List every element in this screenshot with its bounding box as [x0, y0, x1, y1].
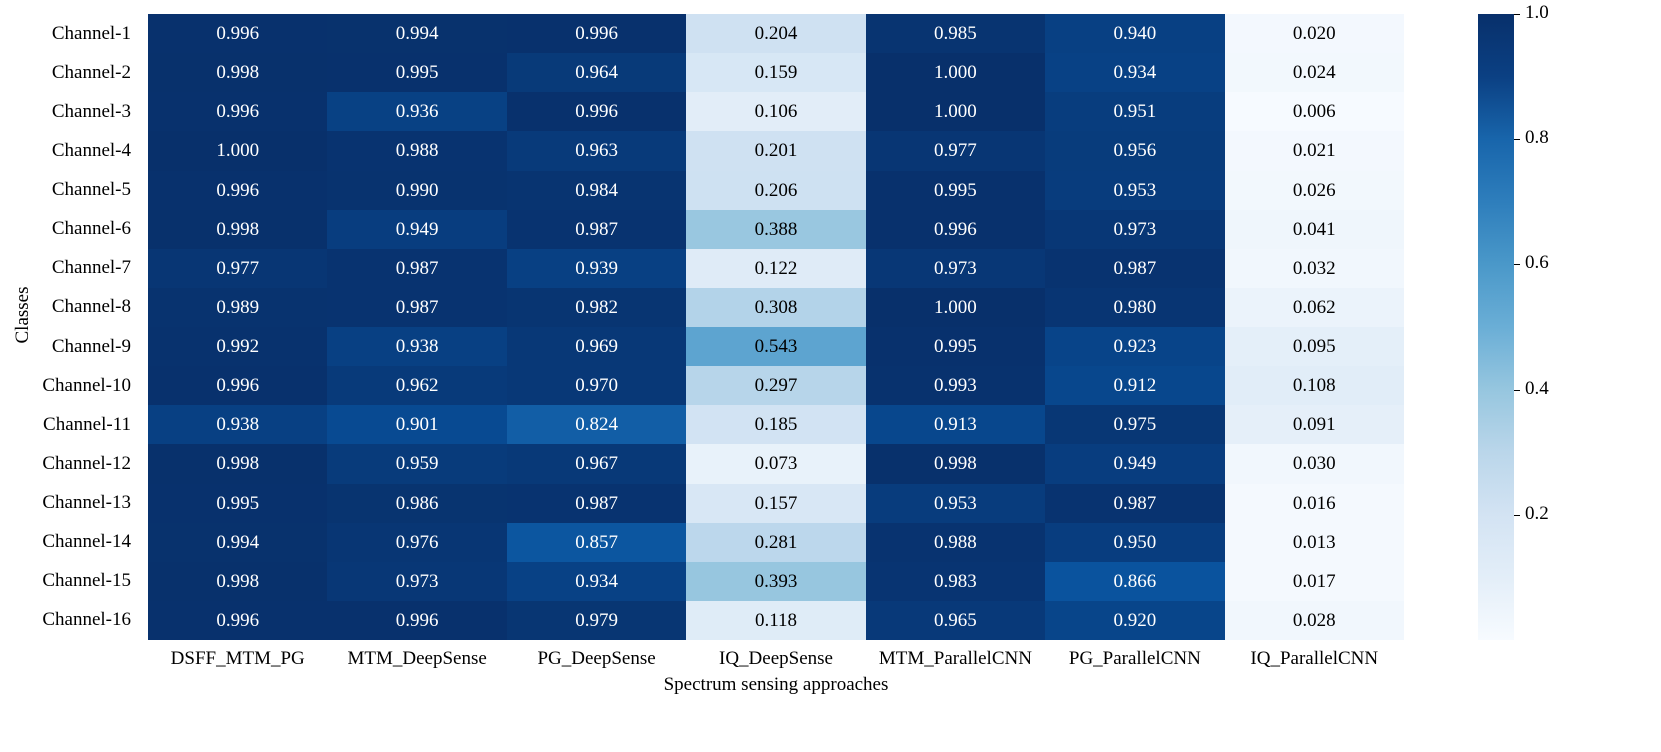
heatmap-cell-value: 0.990 — [395, 179, 439, 201]
heatmap-cell — [327, 484, 506, 523]
heatmap-cell — [507, 14, 686, 53]
heatmap-cell — [866, 523, 1045, 562]
heatmap-cell — [866, 14, 1045, 53]
heatmap-cell-value: 0.993 — [934, 375, 977, 397]
heatmap-cell-value: 0.996 — [216, 23, 260, 45]
heatmap-cell-value: 0.987 — [395, 257, 439, 279]
heatmap-cell — [327, 523, 506, 562]
heatmap-cell-value: 0.996 — [216, 609, 260, 631]
heatmap-cell-value: 0.998 — [216, 453, 260, 475]
heatmap-cell — [1225, 601, 1404, 640]
colorbar-tick-mark — [1514, 14, 1520, 15]
heatmap-cell-value: 0.028 — [1292, 609, 1336, 631]
heatmap-cell — [686, 288, 865, 327]
heatmap-cell — [1045, 288, 1224, 327]
y-axis-tick-label: Channel-15 — [42, 570, 131, 592]
colorbar-gradient — [1478, 14, 1514, 640]
heatmap-cell-value: 0.940 — [1113, 23, 1157, 45]
heatmap-cell — [148, 14, 327, 53]
heatmap-cell-value: 0.987 — [575, 492, 618, 514]
heatmap-cell — [1045, 562, 1224, 601]
heatmap-cell — [686, 171, 865, 210]
heatmap-cell — [1225, 53, 1404, 92]
heatmap-cell-value: 0.949 — [1113, 453, 1157, 475]
heatmap-cell-value: 0.106 — [754, 101, 798, 123]
heatmap-cell-value: 0.970 — [575, 375, 618, 397]
heatmap-cell-value: 0.969 — [575, 336, 618, 358]
heatmap-cell-value: 0.866 — [1113, 570, 1157, 592]
heatmap-cell — [507, 288, 686, 327]
heatmap-cell — [1045, 484, 1224, 523]
heatmap-cell-value: 0.976 — [395, 531, 439, 553]
heatmap-cell-value: 0.041 — [1292, 218, 1336, 240]
heatmap-cell-value: 0.992 — [216, 336, 260, 358]
heatmap-cell-value: 0.901 — [395, 414, 439, 436]
heatmap-cell — [1045, 327, 1224, 366]
heatmap-cell-value: 0.996 — [216, 179, 260, 201]
heatmap-cell-value: 0.987 — [1113, 492, 1157, 514]
heatmap-cell — [327, 249, 506, 288]
x-axis-tick-label: MTM_ParallelCNN — [878, 648, 1032, 669]
y-axis-tick-label: Channel-11 — [43, 413, 131, 435]
colorbar-tick-text: 0.6 — [1525, 252, 1549, 274]
heatmap-cell — [327, 14, 506, 53]
colorbar-tick-text: 0.2 — [1525, 502, 1549, 524]
heatmap-cell — [507, 366, 686, 405]
heatmap-cell — [327, 53, 506, 92]
heatmap-cell — [866, 562, 1045, 601]
heatmap-cell-value: 0.913 — [934, 414, 977, 436]
heatmap-cell-value: 0.996 — [575, 101, 618, 123]
heatmap-cell-value: 1.000 — [216, 140, 260, 162]
heatmap-cell-value: 0.936 — [395, 101, 439, 123]
heatmap-cell — [686, 249, 865, 288]
heatmap-cell-value: 0.994 — [395, 23, 439, 45]
heatmap-grid — [148, 14, 1404, 640]
heatmap-cell-value: 0.987 — [1113, 257, 1157, 279]
heatmap-cell-value: 0.062 — [1292, 296, 1336, 318]
heatmap-cell — [327, 288, 506, 327]
heatmap-cell-value: 0.108 — [1292, 375, 1336, 397]
heatmap-cell — [1045, 171, 1224, 210]
heatmap-cell — [148, 92, 327, 131]
heatmap-cell — [686, 14, 865, 53]
y-axis-tick-labels — [0, 14, 140, 640]
heatmap-cell — [686, 562, 865, 601]
heatmap-cell-value: 0.016 — [1292, 492, 1336, 514]
heatmap-cell-value: 0.995 — [934, 179, 977, 201]
y-axis-tick-label: Channel-10 — [42, 374, 131, 396]
heatmap-cell-value: 0.995 — [216, 492, 260, 514]
heatmap-cell — [148, 210, 327, 249]
heatmap-cell-value: 0.026 — [1292, 179, 1336, 201]
heatmap-cell — [866, 210, 1045, 249]
heatmap-cell — [686, 327, 865, 366]
heatmap-cell-value: 0.857 — [575, 531, 618, 553]
heatmap-cell — [148, 249, 327, 288]
heatmap-cell-value: 0.985 — [934, 23, 977, 45]
heatmap-cell-value: 1.000 — [934, 101, 977, 123]
heatmap-cell — [1225, 288, 1404, 327]
heatmap-cell-value: 0.984 — [575, 179, 618, 201]
heatmap-cell — [1225, 171, 1404, 210]
heatmap-cell — [327, 444, 506, 483]
heatmap-cell-value: 0.938 — [216, 414, 260, 436]
heatmap-cell — [866, 288, 1045, 327]
heatmap-cell — [1045, 405, 1224, 444]
heatmap-cell-value: 0.983 — [934, 570, 977, 592]
heatmap-cell-value: 0.824 — [575, 414, 618, 436]
heatmap-cell-value: 0.965 — [934, 609, 977, 631]
heatmap-cell-value: 0.988 — [395, 140, 439, 162]
y-axis-tick-label: Channel-16 — [42, 609, 131, 631]
heatmap-cell — [686, 131, 865, 170]
heatmap-cell — [866, 92, 1045, 131]
heatmap-cell — [1045, 210, 1224, 249]
heatmap-cell-value: 0.998 — [216, 218, 260, 240]
heatmap-cell — [866, 366, 1045, 405]
heatmap-cell — [327, 171, 506, 210]
y-axis-tick-label: Channel-8 — [51, 296, 131, 318]
heatmap-cell-value: 0.934 — [1113, 62, 1157, 84]
heatmap-cell-value: 0.987 — [575, 218, 618, 240]
heatmap-cell — [327, 562, 506, 601]
heatmap-cell — [1045, 14, 1224, 53]
heatmap-cell — [866, 601, 1045, 640]
heatmap-plot-area — [148, 14, 1404, 640]
heatmap-cell-value: 0.967 — [575, 453, 618, 475]
colorbar-tick-mark — [1514, 139, 1520, 140]
heatmap-cell-value: 0.996 — [575, 23, 618, 45]
heatmap-cell — [507, 405, 686, 444]
heatmap-cell — [866, 405, 1045, 444]
heatmap-cell — [1045, 53, 1224, 92]
heatmap-cell-value: 0.980 — [1113, 296, 1157, 318]
y-axis-tick-label: Channel-14 — [42, 531, 131, 553]
heatmap-cell — [1225, 327, 1404, 366]
heatmap-cell-value: 0.388 — [754, 218, 798, 240]
heatmap-cell — [327, 210, 506, 249]
heatmap-cell-value: 0.030 — [1292, 453, 1336, 475]
heatmap-cell-value: 0.989 — [216, 296, 260, 318]
heatmap-cell-value: 0.021 — [1292, 140, 1336, 162]
heatmap-cell — [1225, 405, 1404, 444]
heatmap-cell-value: 0.118 — [754, 609, 798, 631]
x-axis-tick-label: IQ_ParallelCNN — [1250, 648, 1379, 669]
heatmap-cell-value: 0.393 — [754, 570, 798, 592]
heatmap-cell — [507, 484, 686, 523]
heatmap-cell-value: 0.091 — [1292, 414, 1336, 436]
heatmap-cell — [1045, 366, 1224, 405]
heatmap-cell-value: 0.185 — [754, 414, 798, 436]
heatmap-cell — [507, 171, 686, 210]
heatmap-cell — [1225, 484, 1404, 523]
heatmap-cell — [686, 92, 865, 131]
heatmap-cell-value: 0.308 — [754, 296, 798, 318]
heatmap-cell-value: 0.297 — [754, 375, 798, 397]
heatmap-cell-value: 0.073 — [754, 453, 798, 475]
colorbar-tick-labels — [1514, 2, 1574, 640]
heatmap-cell-value: 0.095 — [1292, 336, 1336, 358]
heatmap-cell-value: 0.996 — [216, 101, 260, 123]
heatmap-cell — [507, 210, 686, 249]
heatmap-cell-value: 0.987 — [395, 296, 439, 318]
heatmap-cell — [1225, 14, 1404, 53]
heatmap-cell — [1045, 92, 1224, 131]
heatmap-cell — [507, 523, 686, 562]
heatmap-cell-value: 0.912 — [1113, 375, 1157, 397]
heatmap-cell — [1225, 92, 1404, 131]
y-axis-tick-label: Channel-4 — [51, 139, 131, 161]
heatmap-cell — [686, 523, 865, 562]
heatmap-cell-value: 0.973 — [934, 257, 977, 279]
heatmap-cell-value: 0.006 — [1292, 101, 1336, 123]
heatmap-cell-value: 0.979 — [575, 609, 618, 631]
heatmap-cell — [148, 171, 327, 210]
heatmap-cell — [866, 131, 1045, 170]
heatmap-cell — [1225, 131, 1404, 170]
heatmap-cell — [327, 601, 506, 640]
x-axis-tick-labels — [148, 645, 1404, 673]
heatmap-cell-value: 0.159 — [754, 62, 798, 84]
heatmap-cell — [686, 601, 865, 640]
heatmap-cell — [686, 53, 865, 92]
heatmap-cell — [507, 249, 686, 288]
heatmap-cell-value: 0.204 — [754, 23, 798, 45]
heatmap-cell-value: 0.923 — [1113, 336, 1157, 358]
heatmap-cell — [1045, 249, 1224, 288]
heatmap-cell — [866, 249, 1045, 288]
heatmap-cell — [507, 53, 686, 92]
x-axis-tick-label: PG_DeepSense — [537, 648, 656, 669]
y-axis-tick-label: Channel-2 — [51, 61, 131, 83]
x-axis-tick-label: DSFF_MTM_PG — [170, 648, 305, 669]
y-axis-tick-label: Channel-9 — [51, 335, 131, 357]
heatmap-cell-value: 0.996 — [395, 609, 439, 631]
heatmap-cell — [507, 131, 686, 170]
heatmap-cell — [148, 327, 327, 366]
heatmap-cell-value: 0.956 — [1113, 140, 1157, 162]
heatmap-cell-value: 0.024 — [1292, 62, 1336, 84]
heatmap-cell — [507, 444, 686, 483]
heatmap-cell-value: 0.938 — [395, 336, 439, 358]
heatmap-cell — [507, 601, 686, 640]
heatmap-cell-value: 0.206 — [754, 179, 798, 201]
heatmap-cell — [1225, 366, 1404, 405]
y-axis-tick-label: Channel-5 — [51, 179, 131, 201]
heatmap-cell — [148, 405, 327, 444]
heatmap-cell — [866, 53, 1045, 92]
heatmap-cell — [686, 366, 865, 405]
heatmap-cell — [327, 405, 506, 444]
heatmap-cell-value: 0.543 — [754, 336, 798, 358]
heatmap-cell-value: 0.982 — [575, 296, 618, 318]
heatmap-cell-value: 0.017 — [1292, 570, 1336, 592]
y-axis-tick-label: Channel-12 — [42, 452, 131, 474]
colorbar-tick-text: 0.4 — [1525, 377, 1549, 399]
heatmap-cell-value: 0.963 — [575, 140, 618, 162]
heatmap-cell-value: 0.977 — [934, 140, 977, 162]
heatmap-cell — [866, 327, 1045, 366]
heatmap-cell-value: 0.013 — [1292, 531, 1336, 553]
heatmap-cell-value: 1.000 — [934, 296, 977, 318]
heatmap-cell — [148, 523, 327, 562]
heatmap-cell-value: 0.998 — [934, 453, 977, 475]
heatmap-cell-value: 0.949 — [395, 218, 439, 240]
heatmap-cell — [1045, 131, 1224, 170]
heatmap-cell-value: 0.157 — [754, 492, 798, 514]
heatmap-cell-value: 0.977 — [216, 257, 260, 279]
heatmap-cell — [686, 444, 865, 483]
heatmap-cell — [1045, 444, 1224, 483]
heatmap-cell-value: 0.953 — [934, 492, 977, 514]
heatmap-cell — [327, 327, 506, 366]
y-axis-tick-label: Channel-6 — [51, 218, 131, 240]
heatmap-cell — [1045, 523, 1224, 562]
heatmap-cell — [1225, 562, 1404, 601]
colorbar-tick-mark — [1514, 515, 1520, 516]
heatmap-cell — [148, 444, 327, 483]
heatmap-cell — [507, 327, 686, 366]
heatmap-cell — [148, 601, 327, 640]
heatmap-cell — [1045, 601, 1224, 640]
y-axis-tick-label: Channel-7 — [51, 257, 131, 279]
heatmap-cell-value: 0.950 — [1113, 531, 1157, 553]
heatmap-cell-value: 0.996 — [216, 375, 260, 397]
heatmap-cell-value: 0.996 — [934, 218, 977, 240]
heatmap-cell — [686, 484, 865, 523]
colorbar-tick-text: 1.0 — [1525, 2, 1549, 23]
heatmap-cell-value: 0.959 — [395, 453, 439, 475]
heatmap-cell — [148, 53, 327, 92]
heatmap-cell — [148, 131, 327, 170]
colorbar — [1478, 14, 1514, 640]
heatmap-cell — [686, 405, 865, 444]
heatmap-cell-value: 0.032 — [1292, 257, 1336, 279]
heatmap-cell — [686, 210, 865, 249]
heatmap-cell — [327, 92, 506, 131]
heatmap-cell-value: 0.995 — [395, 62, 439, 84]
heatmap-cell-value: 0.939 — [575, 257, 618, 279]
colorbar-tick-text: 0.8 — [1525, 127, 1549, 149]
heatmap-cell — [866, 484, 1045, 523]
heatmap-cell-value: 0.998 — [216, 62, 260, 84]
heatmap-cell-value: 0.994 — [216, 531, 260, 553]
heatmap-cell-value: 0.951 — [1113, 101, 1157, 123]
heatmap-cell — [327, 131, 506, 170]
heatmap-cell — [148, 288, 327, 327]
heatmap-cell — [327, 366, 506, 405]
heatmap-cell-value: 0.995 — [934, 336, 977, 358]
x-axis-tick-label: IQ_DeepSense — [719, 648, 833, 669]
y-axis-tick-label: Channel-13 — [42, 492, 131, 514]
colorbar-tick-mark — [1514, 390, 1520, 391]
heatmap-cell — [148, 484, 327, 523]
heatmap-cell — [148, 366, 327, 405]
heatmap-cell — [507, 562, 686, 601]
heatmap-cell-value: 0.201 — [754, 140, 798, 162]
heatmap-cell — [1225, 210, 1404, 249]
y-axis-title: Classes — [12, 286, 33, 344]
x-axis-tick-label: MTM_DeepSense — [347, 648, 487, 669]
x-axis-title: Spectrum sensing approaches — [663, 674, 889, 695]
heatmap-cell-value: 0.920 — [1113, 609, 1157, 631]
heatmap-cell — [866, 444, 1045, 483]
y-axis-tick-label: Channel-1 — [51, 22, 131, 44]
heatmap-cell-value: 0.962 — [395, 375, 439, 397]
y-axis-tick-label: Channel-3 — [51, 100, 131, 122]
heatmap-cell — [148, 562, 327, 601]
heatmap-cell-value: 0.020 — [1292, 23, 1336, 45]
heatmap-cell-value: 0.934 — [575, 570, 618, 592]
heatmap-cell-value: 0.986 — [395, 492, 439, 514]
heatmap-cell-value: 0.988 — [934, 531, 977, 553]
heatmap-cell-value: 0.973 — [1113, 218, 1157, 240]
heatmap-cell-value: 0.973 — [395, 570, 439, 592]
heatmap-cell — [1225, 444, 1404, 483]
heatmap-cell-value: 0.975 — [1113, 414, 1157, 436]
heatmap-cell-value: 0.953 — [1113, 179, 1157, 201]
heatmap-cell-value: 1.000 — [934, 62, 977, 84]
heatmap-cell — [507, 92, 686, 131]
heatmap-cell — [1225, 523, 1404, 562]
heatmap-cell-value: 0.964 — [575, 62, 618, 84]
x-axis-tick-label: PG_ParallelCNN — [1068, 648, 1201, 669]
heatmap-cell-value: 0.281 — [754, 531, 798, 553]
heatmap-cell — [866, 171, 1045, 210]
heatmap-cell-value: 0.122 — [754, 257, 798, 279]
heatmap-cell-value: 0.998 — [216, 570, 260, 592]
heatmap-cell — [1225, 249, 1404, 288]
colorbar-tick-mark — [1514, 264, 1520, 265]
